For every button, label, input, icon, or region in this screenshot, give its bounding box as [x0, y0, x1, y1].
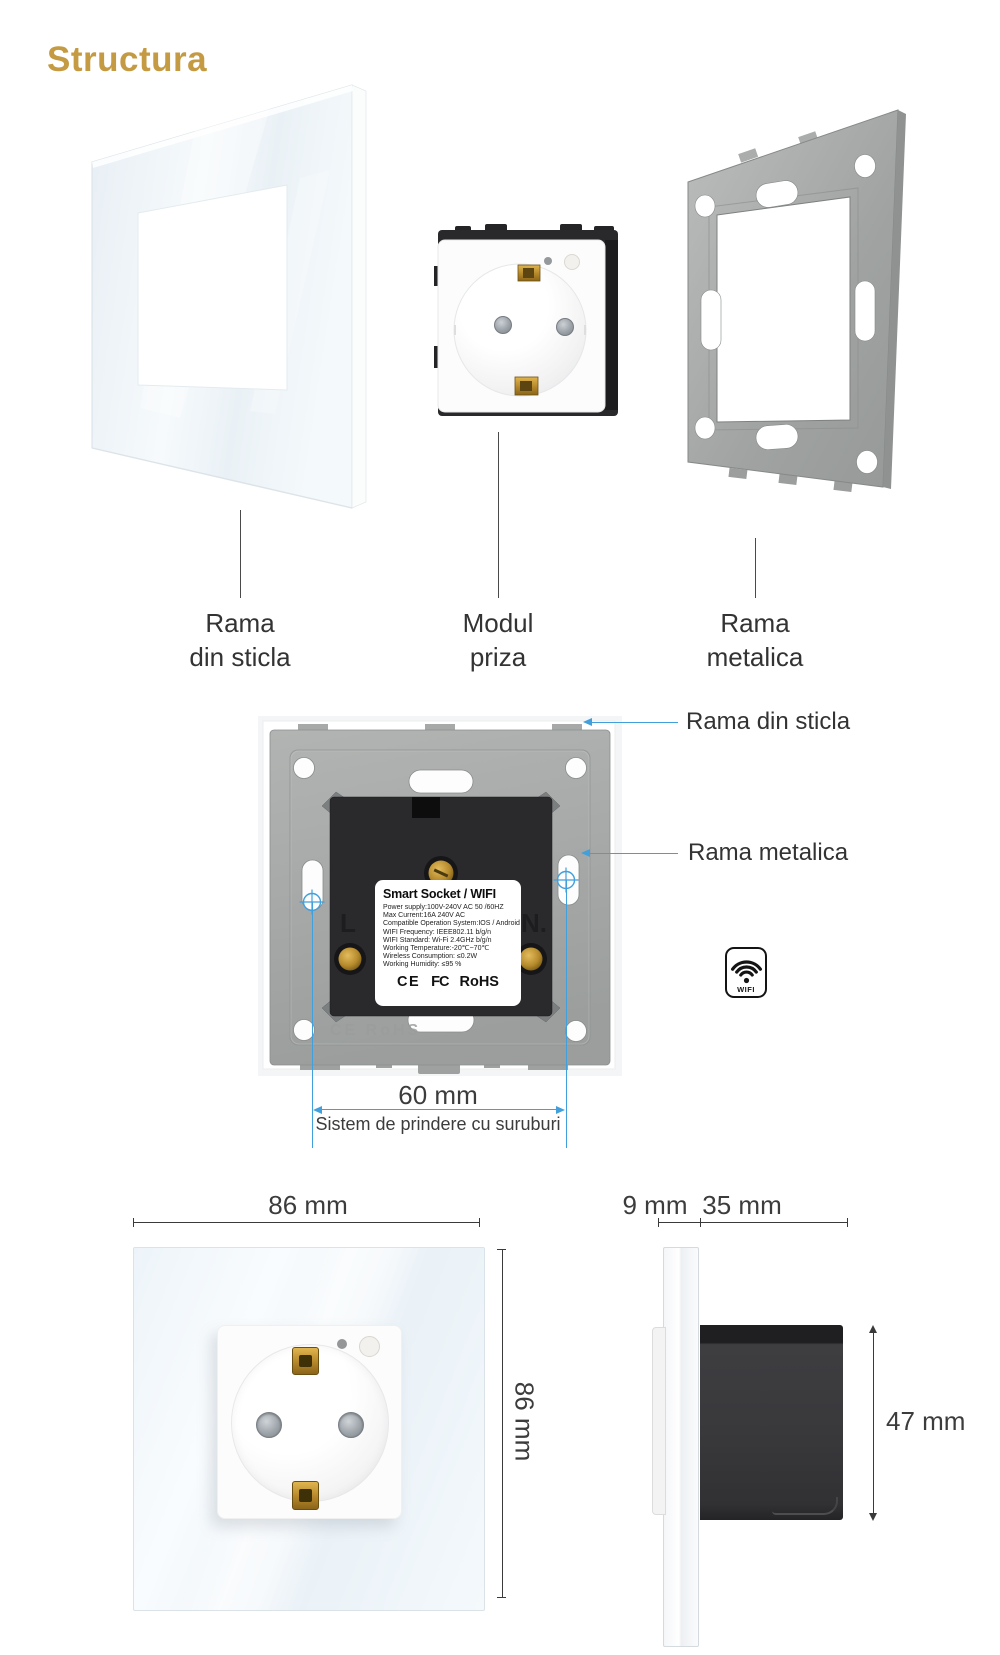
- spec-line: WIFI Standard: Wi-Fi 2.4GHz b/g/n: [383, 936, 492, 944]
- dim-86w-tick-right: [479, 1218, 480, 1227]
- label-line: Rama: [720, 608, 790, 638]
- spec-line: Power supply:100V-240V AC 50 /60HZ: [383, 904, 504, 911]
- dim-9-line: [658, 1222, 700, 1223]
- module-clip-detail: [772, 1497, 838, 1515]
- wifi-icon-label: WIFI: [737, 985, 755, 994]
- label-line: din sticla: [189, 642, 291, 672]
- dim-60-arrow-right-icon: [556, 1106, 565, 1114]
- side-view-front-tab: [652, 1327, 666, 1515]
- dim-47-value: 47 mm: [886, 1406, 966, 1436]
- spec-title: Smart Socket / WIFI: [383, 887, 496, 901]
- dim-86w-value: 86 mm: [268, 1190, 348, 1220]
- dim-35-line: [701, 1222, 847, 1223]
- wifi-signal-icon: [728, 951, 765, 985]
- callout-metal-label: Rama metalica: [688, 839, 849, 866]
- fcc-mark-icon: FC: [431, 973, 449, 990]
- label-line: Modul: [462, 608, 534, 638]
- component-label-module: [418, 606, 578, 674]
- mounting-caption: Sistem de prindere cu suruburi: [315, 1114, 561, 1134]
- socket-module-image: [408, 188, 633, 428]
- dim-9-value: 9 mm: [622, 1190, 688, 1220]
- pin-hole-right: [338, 1412, 364, 1438]
- spec-label: [375, 880, 521, 1006]
- dim-47-arrow-bottom-icon: [869, 1513, 877, 1521]
- dim-60-value: 60 mm: [398, 1080, 478, 1110]
- side-view-glass-panel: [663, 1247, 699, 1647]
- terminal-l-marking: L: [340, 908, 356, 938]
- frame-embossing: CE RoHS: [330, 1022, 422, 1039]
- status-led: [337, 1339, 347, 1349]
- ground-clip-top: [292, 1347, 319, 1375]
- dim-86h-tick-top: [497, 1249, 506, 1250]
- glass-frame-image: [85, 78, 380, 518]
- dim-86h-line: [502, 1249, 503, 1598]
- callout-glass-label: Rama din sticla: [686, 708, 851, 735]
- reset-button: [359, 1336, 380, 1357]
- dim-86h-tick-bottom: [497, 1597, 506, 1598]
- spec-line: Compatible Operation System:IOS / Android: [383, 920, 520, 928]
- spec-line: Wireless Consumption: ≤0.2W: [383, 953, 478, 961]
- leader-line-glass: [240, 510, 241, 598]
- callout-metal-line: [589, 853, 678, 854]
- pin-hole-left: [256, 1412, 282, 1438]
- component-label-metal: [675, 606, 835, 674]
- rohs-mark-icon: RoHS: [459, 973, 499, 990]
- dim-60-arrow-left-icon: [313, 1106, 322, 1114]
- page-title: Structura: [47, 40, 208, 79]
- spec-line: WIFI Frequency: IEEE802.11 b/g/n: [383, 928, 492, 936]
- leader-line-module: [498, 432, 499, 598]
- ce-mark-icon: CE: [397, 973, 421, 990]
- spec-line: Working Humidity: ≤95 %: [383, 961, 462, 969]
- leader-line-metal: [755, 538, 756, 598]
- spec-line: Max Current:16A 240V AC: [383, 912, 466, 920]
- dim-60-right-line: [566, 880, 567, 1148]
- dim-35-tick-right: [847, 1218, 848, 1227]
- label-line: priza: [469, 642, 527, 672]
- ground-clip-bottom: [292, 1481, 319, 1510]
- dim-86h-value: 86 mm: [509, 1381, 540, 1462]
- metal-frame-image: [638, 98, 950, 526]
- dim-47-line: [873, 1331, 874, 1515]
- callout-glass-line: [591, 722, 678, 723]
- spec-line: Working Temperature:-20℃~70℃: [383, 945, 490, 953]
- dim-86w-tick-left: [133, 1218, 134, 1227]
- dim-86w-line: [133, 1222, 480, 1223]
- label-line: Rama: [205, 608, 275, 638]
- side-view-module: [700, 1325, 843, 1520]
- terminal-n-marking: N.: [521, 908, 547, 938]
- label-line: metalica: [706, 642, 804, 672]
- wifi-icon: [725, 947, 767, 998]
- dim-35-value: 35 mm: [702, 1190, 782, 1220]
- component-label-glass: [160, 606, 320, 674]
